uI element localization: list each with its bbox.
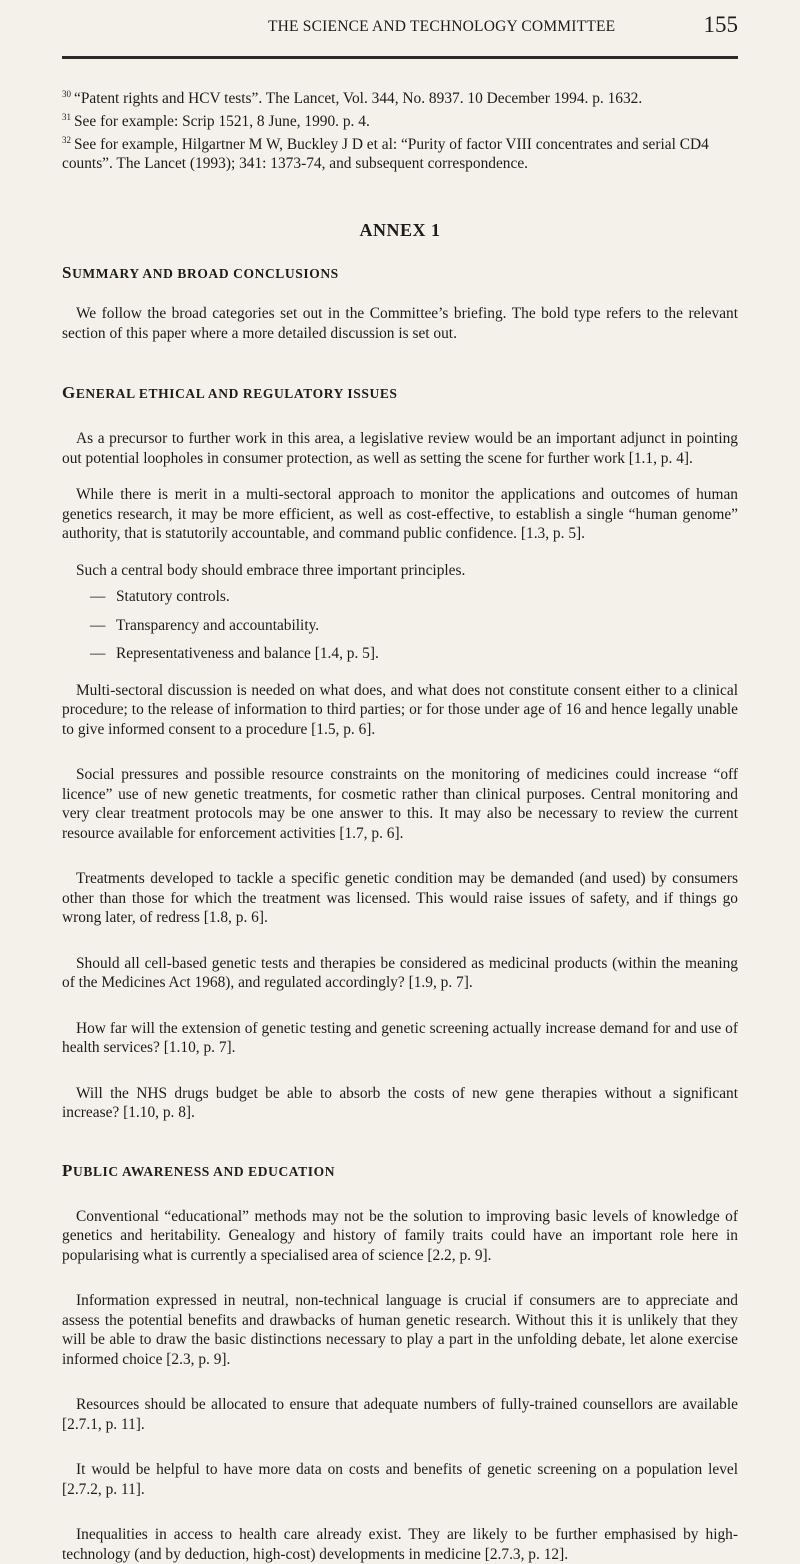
footnote-31 <box>62 108 738 131</box>
list-item <box>90 587 738 607</box>
paragraph: Inequalities in access to health care already exist. They are likely to be further emphasised by high-technology (and by deduction, high-cost) developments in medicine [2.7.3, p. 12]. <box>62 1526 738 1563</box>
footnote-text: See for example, Hilgartner M W, Buckley J D et al: “Purity of factor VIII concentrates and serial CD4 counts”. The Lancet (1993); 341: 1373-74, and subsequent correspondence. <box>62 136 709 172</box>
paragraph: Should all cell-based genetic tests and therapies be considered as medicinal products (within the meaning of the Medicines Act 1968), and regulated accordingly? [1.9, p. 7]. <box>62 954 738 991</box>
footnote-text: “Patent rights and HCV tests”. The Lancet, Vol. 344, No. 8937. 10 December 1994. p. 1632. <box>74 90 643 107</box>
document-page <box>62 0 738 1564</box>
paragraph: Will the NHS drugs budget be able to absorb the costs of new gene therapies without a significant increase? [1.10, p. 8]. <box>62 1084 738 1121</box>
page-number: 155 <box>703 12 738 37</box>
running-title: THE SCIENCE AND TECHNOLOGY COMMITTEE <box>268 18 616 35</box>
footnote-32 <box>62 131 738 173</box>
footnotes <box>62 85 738 173</box>
footnote-30 <box>62 85 738 108</box>
dash-marker: — <box>90 616 106 634</box>
footnote-number: 31 <box>62 112 71 122</box>
paragraph: As a precursor to further work in this area, a legislative review would be an important adjunct in pointing out potential loopholes in consumer protection, as well as setting the scene for further work [1.1, p. 4]. <box>62 430 738 467</box>
section-heading-summary: SUMMARY AND BROAD CONCLUSIONS <box>62 263 339 282</box>
list-item-text: Transparency and accountability. <box>116 616 320 634</box>
paragraph: Such a central body should embrace three important principles. <box>76 561 466 579</box>
page-header <box>62 0 738 59</box>
footnote-number: 30 <box>62 89 71 99</box>
paragraph: Information expressed in neutral, non-technical language is crucial if consumers are to appreciate and assess the potential benefits and drawbacks of human genetic research. Without this it is unlikely that they will be able to draw the basic distinctions necessary to play a part in the unfolding debate, let alone exercise informed choice [2.3, p. 9]. <box>62 1292 738 1368</box>
list-item <box>90 616 738 636</box>
list-item-text: Statutory controls. <box>116 588 230 605</box>
section-heading-ethical: GENERAL ETHICAL AND REGULATORY ISSUES <box>62 383 398 402</box>
footnote-text: See for example: Scrip 1521, 8 June, 1990. p. 4. <box>74 113 370 130</box>
paragraph: Treatments developed to tackle a specific genetic condition may be demanded (and used) by consumers other than those for which the treatment was licensed. This would raise issues of safety, and if things go wrong later, of redress [1.8, p. 6]. <box>62 870 738 926</box>
principles-list <box>62 587 738 664</box>
annex-title: ANNEX 1 <box>359 220 441 240</box>
paragraph: Conventional “educational” methods may not be the solution to improving basic levels of knowledge of genetics and heritability. Genealogy and history of family traits could have an important role here in popularising what is currently a specialised area of science [2.2, p. 9]. <box>62 1207 738 1264</box>
list-item <box>90 644 738 664</box>
paragraph: How far will the extension of genetic testing and genetic screening actually increase demand for and use of health services? [1.10, p. 7]. <box>62 1019 738 1056</box>
paragraph: Resources should be allocated to ensure that adequate numbers of fully-trained counsellors are available [2.7.1, p. 11]. <box>62 1396 738 1433</box>
paragraph: It would be helpful to have more data on costs and benefits of genetic screening on a population level [2.7.2, p. 11]. <box>62 1461 738 1498</box>
dash-marker: — <box>90 588 106 605</box>
section-heading-public: PUBLIC AWARENESS AND EDUCATION <box>62 1160 336 1180</box>
dash-marker: — <box>90 645 106 662</box>
paragraph: While there is merit in a multi-sectoral approach to monitor the applications and outcomes of human genetics research, it may be more efficient, as well as cost-effective, to establish a single “human genome” authority, that is statutorily accountable, and command public confidence. [1.3, p. 5]. <box>62 486 738 542</box>
paragraph: Multi-sectoral discussion is needed on what does, and what does not constitute consent either to a clinical procedure; to the release of information to third parties; or for those under age of 16 and hence legally unable to give informed consent to a procedure [1.5, p. 6]. <box>62 681 738 738</box>
list-item-text: Representativeness and balance [1.4, p. 5]. <box>116 645 379 662</box>
summary-intro: We follow the broad categories set out in the Committee’s briefing. The bold type refers to the relevant section of this paper where a more detailed discussion is set out. <box>62 305 738 342</box>
footnote-number: 32 <box>62 135 71 145</box>
paragraph: Social pressures and possible resource constraints on the monitoring of medicines could increase “off licence” use of new genetic treatments, for cosmetic rather than clinical purposes. Central monitoring and very clear treatment protocols may be one answer to this. It may also be necessary to review the current resource available for enforcement activities [1.7, p. 6]. <box>62 766 738 842</box>
